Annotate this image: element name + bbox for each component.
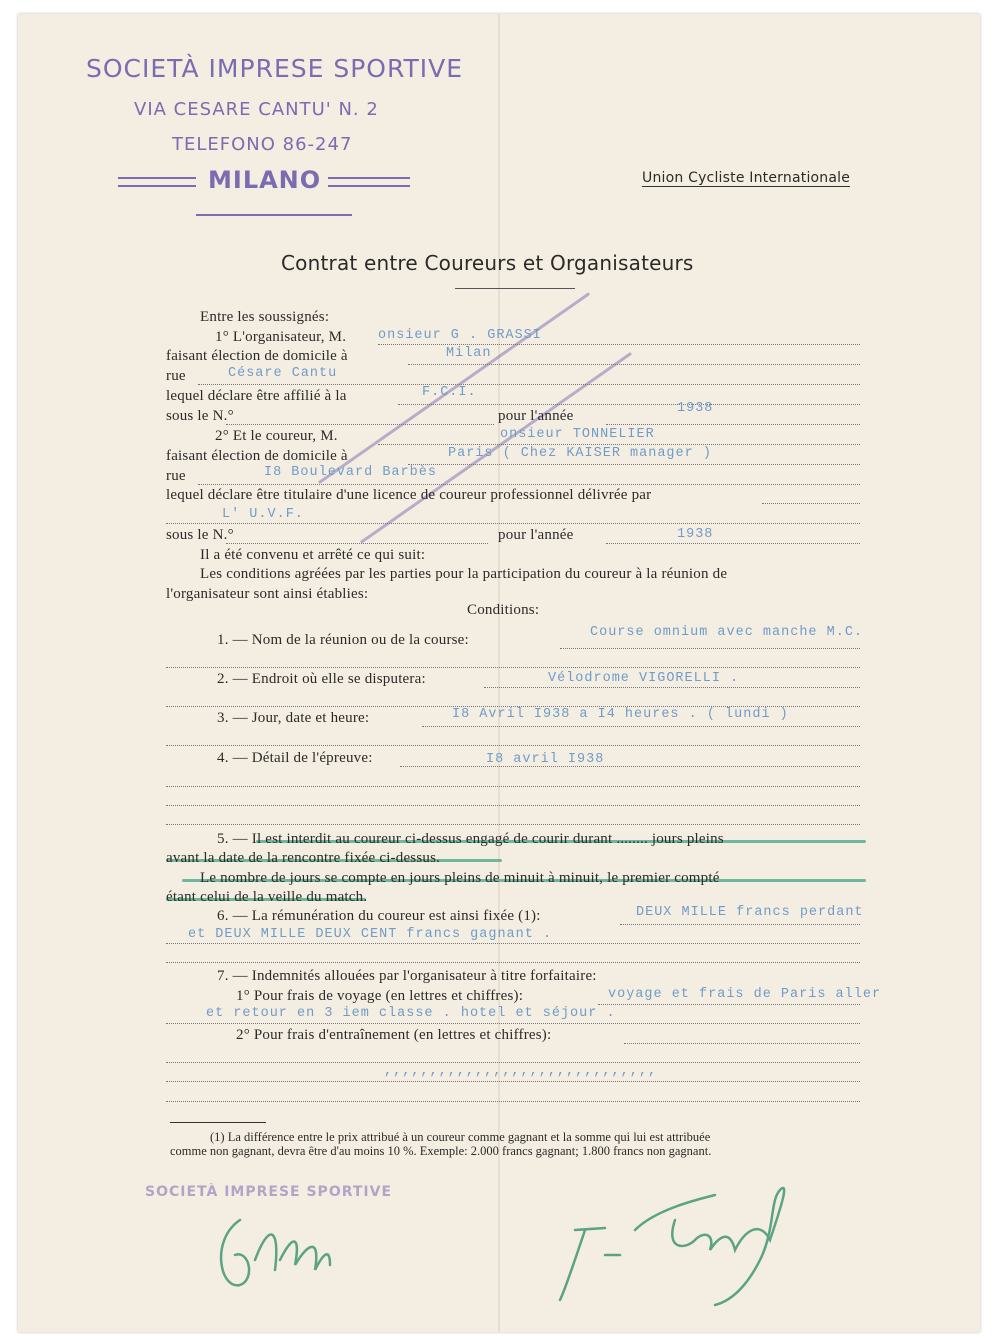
condition-5-text: 5. — Il est interdit au coureur ci-dessus engagé de courir durant ........ jours pleins [217,831,724,847]
page-title: Contrat entre Coureurs et Organisateurs [281,251,694,275]
intro: Entre les soussignés: [200,309,330,325]
dotted-line [378,344,860,345]
condition-6-value: et DEUX MILLE DEUX CENT francs gagnant . [188,927,553,942]
dotted-line [198,484,860,485]
dotted-line [598,1004,860,1005]
dotted-line [560,648,860,649]
org-rue-value: Césare Cantu [228,366,338,381]
rider-annee-value: 1938 [677,527,714,542]
dotted-line [166,667,860,668]
dotted-line [400,766,860,767]
condition-5-text: avant la date de la rencontre fixée ci-dessus. [166,850,441,866]
dotted-line [166,1101,860,1102]
dotted-line [398,404,860,405]
org-value: onsieur G . GRASSI [378,328,542,343]
condition-5-text: Le nombre de jours se compte en jours pleins de minuit à minuit, le premier compté [200,870,720,886]
dotted-line [606,543,860,544]
letterhead-rule-left [118,177,196,187]
condition-6-value: DEUX MILLE francs perdant [636,905,864,920]
dotted-line [166,523,860,524]
footnote-rule [170,1122,266,1123]
organizer-stamp: SOCIETÀ IMPRESE SPORTIVE [145,1184,393,1200]
voyage-label: 1° Pour frais de voyage (en lettres et chiffres): [236,988,524,1004]
dotted-line [166,1062,860,1063]
rider-value: onsieur TONNELIER [500,427,655,442]
rider-no-label: sous le N.° [166,527,234,543]
footnote-line: comme non gagnant, devra être d'au moins 10 %. Exemple: 2.000 francs gagnant; 1.800 francs non gagnant. [170,1144,712,1158]
condition-2-label: 2. — Endroit où elle se disputera: [217,671,426,687]
annee-label: pour l'année [498,408,574,424]
condition-1-label: 1. — Nom de la réunion ou de la course: [217,632,469,648]
footnote-line: (1) La différence entre le prix attribué à un coureur comme gagnant et la somme qui lui est attribuée [210,1130,711,1144]
dotted-line [166,786,860,787]
org-domicile-label: faisant élection de domicile à [166,348,348,364]
condition-7-label: 7. — Indemnités allouées par l'organisateur à titre forfaitaire: [217,968,597,984]
letterhead-ornament [196,214,352,216]
training-value: ,,,,,,,,,,,,,,,,,,,,,,,,,,,,,, [384,1064,658,1079]
dotted-line [226,543,488,544]
letterhead-rule-right [328,177,410,187]
letterhead-city: MILANO [208,166,322,194]
agreement-line: Les conditions agréées par les parties pour la participation du coureur à la réunion de [200,566,728,582]
condition-3-label: 3. — Jour, date et heure: [217,710,370,726]
dotted-line [166,1023,860,1024]
training-label: 2° Pour frais d'entraînement (en lettres et chiffres): [236,1027,552,1043]
dotted-line [408,464,860,465]
licence-value: L' U.V.F. [222,507,304,522]
voyage-value: et retour en 3 iem classe . hotel et séjour . [206,1006,616,1021]
condition-6-label: 6. — La rémunération du coureur est ainsi fixée (1): [217,908,541,924]
condition-3-value: I8 Avril I938 a I4 heures . ( lundi ) [452,707,789,722]
dotted-line [408,364,860,365]
org-affilie-label: lequel déclare être affilié à la [166,388,347,404]
dotted-line [166,745,860,746]
org-affilie-value: F.C.I. [422,385,477,400]
licence-label: lequel déclare être titulaire d'une licence de coureur professionnel délivrée par [166,487,652,503]
dotted-line [484,687,860,688]
dotted-line [762,503,860,504]
org-domicile-value: Milan [446,346,492,361]
letterhead-company: SOCIETÀ IMPRESE SPORTIVE [86,54,464,83]
condition-4-value: I8 avril I938 [486,752,605,767]
condition-5-text: étant celui de la veille du match. [166,889,368,905]
dotted-line [606,424,860,425]
dotted-line [166,824,860,825]
rider-rue-value: I8 Boulevard Barbès [264,465,437,480]
org-label: 1° L'organisateur, M. [215,329,347,345]
dotted-line [198,384,860,385]
conditions-heading: Conditions: [467,602,540,618]
rider-domicile-label: faisant élection de domicile à [166,448,348,464]
dotted-line [166,1081,860,1082]
organizer-signature [200,1200,350,1300]
letterhead-address: VIA CESARE CANTU' N. 2 [134,99,379,120]
uci-label: Union Cycliste Internationale [642,170,851,186]
agreement-line: l'organisateur sont ainsi établies: [166,586,369,602]
voyage-value: voyage et frais de Paris aller [608,987,882,1002]
rider-domicile-value: Paris ( Chez KAISER manager ) [448,446,712,461]
annee-label: pour l'année [498,527,574,543]
org-rue-label: rue [166,368,186,384]
dotted-line [226,424,494,425]
org-annee-value: 1938 [677,401,714,416]
agreement-line: Il a été convenu et arrêté ce qui suit: [200,547,426,563]
condition-2-value: Vélodrome VIGORELLI . [548,671,740,686]
dotted-line [422,726,860,727]
dotted-line [378,444,860,445]
rider-rue-label: rue [166,468,186,484]
letterhead-phone: TELEFONO 86-247 [172,134,353,155]
dotted-line [166,943,860,944]
title-rule [455,288,575,289]
rider-signature [545,1160,805,1310]
dotted-line [166,805,860,806]
condition-4-label: 4. — Détail de l'épreuve: [217,750,373,766]
dotted-line [624,1043,860,1044]
condition-1-value: Course omnium avec manche M.C. [590,625,864,640]
dotted-line [620,924,860,925]
rider-label: 2° Et le coureur, M. [215,428,338,444]
org-no-label: sous le N.° [166,408,234,424]
dotted-line [166,962,860,963]
